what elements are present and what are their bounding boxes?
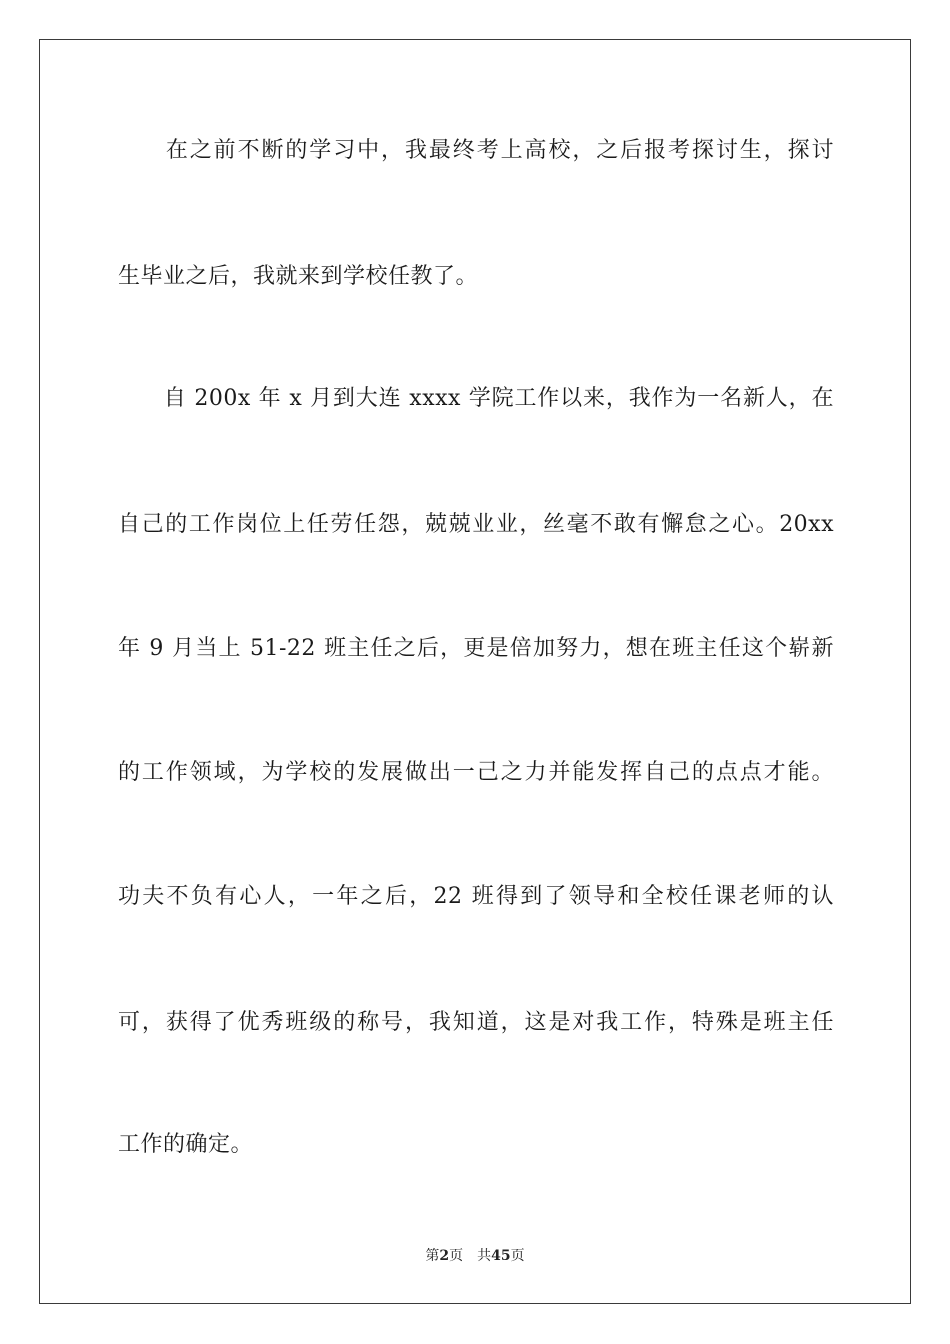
- total-label-suffix: 页: [510, 1248, 525, 1264]
- page-label-suffix: 页: [449, 1248, 464, 1264]
- page-label-prefix: 第: [425, 1248, 440, 1264]
- total-label-prefix: 共: [477, 1248, 492, 1264]
- text-line: 在之前不断的学习中，我最终考上高校，之后报考探讨生，探讨: [118, 138, 834, 163]
- text-line: 生毕业之后，我就来到学校任教了。: [118, 264, 479, 289]
- text-line: 年 9 月当上 51-22 班主任之后，更是倍加努力，想在班主任这个崭新: [118, 636, 834, 661]
- total-pages: 45: [491, 1248, 511, 1264]
- text-line: 可，获得了优秀班级的称号，我知道，这是对我工作，特殊是班主任: [118, 1010, 834, 1035]
- text-line: 的工作领域，为学校的发展做出一己之力并能发挥自己的点点才能。: [118, 760, 834, 785]
- page-border: [39, 39, 911, 1304]
- text-line: 自 200x 年 x 月到大连 xxxx 学院工作以来，我作为一名新人，在: [118, 386, 834, 411]
- page-number: 2: [439, 1248, 450, 1264]
- text-line: 功夫不负有心人，一年之后，22 班得到了领导和全校任课老师的认: [118, 884, 834, 909]
- text-line: 自己的工作岗位上任劳任怨，兢兢业业，丝毫不敢有懈怠之心。20xx: [118, 512, 834, 537]
- text-line: 工作的确定。: [118, 1132, 254, 1157]
- page-footer: [0, 1247, 950, 1265]
